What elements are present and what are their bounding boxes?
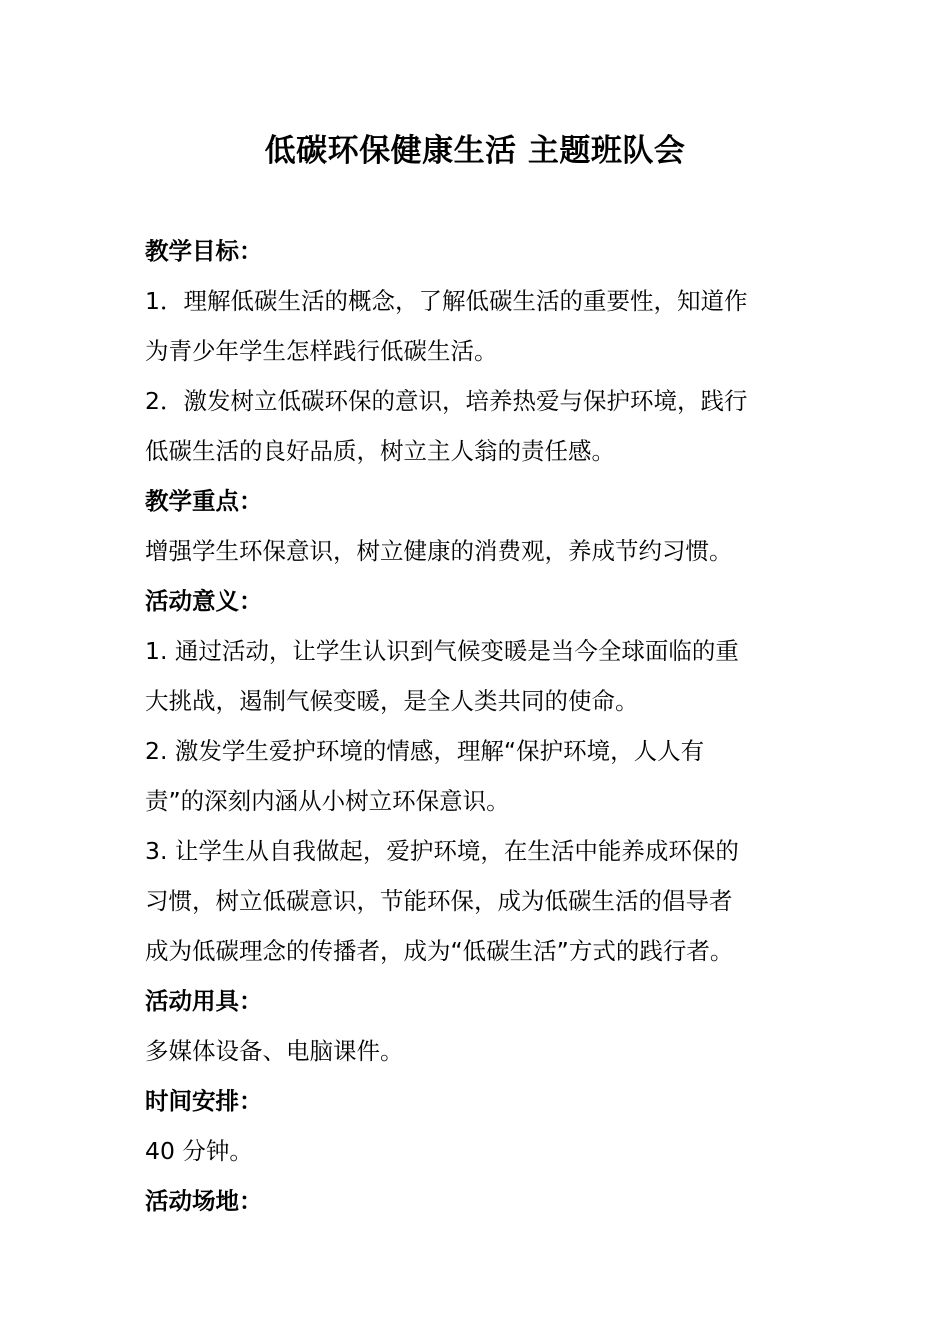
body-text-line: 2．激发树立低碳环保的意识，培养热爱与保护环境，践行: [145, 387, 748, 415]
body-text-line: 责”的深刻内涵从小树立环保意识。: [145, 787, 510, 815]
body-text-line: 增强学生环保意识，树立健康的消费观，养成节约习惯。: [145, 537, 733, 565]
body-text-line: 多媒体设备、电脑课件。: [145, 1037, 404, 1065]
body-text-line: 1．理解低碳生活的概念，了解低碳生活的重要性，知道作: [145, 287, 748, 315]
body-text-line: 3. 让学生从自我做起，爱护环境，在生活中能养成环保的: [145, 837, 739, 865]
body-text-line: 2. 激发学生爱护环境的情感，理解“保护环境，人人有: [145, 737, 705, 765]
body-text-line: 40 分钟。: [145, 1137, 253, 1165]
document-title: 低碳环保健康生活 主题班队会: [264, 133, 686, 169]
section-heading: 活动场地：: [145, 1187, 263, 1215]
body-text-line: 成为低碳理念的传播者，成为“低碳生活”方式的践行者。: [145, 937, 734, 965]
section-heading: 教学重点：: [145, 487, 263, 515]
document-body: [145, 226, 810, 1226]
section-heading: 活动用具：: [145, 987, 263, 1015]
body-text-line: 习惯，树立低碳意识，节能环保，成为低碳生活的倡导者: [145, 887, 733, 915]
body-text-line: 为青少年学生怎样践行低碳生活。: [145, 337, 498, 365]
body-text-line: 1. 通过活动，让学生认识到气候变暖是当今全球面临的重: [145, 637, 739, 665]
section-heading: 活动意义：: [145, 587, 263, 615]
section-heading: 教学目标：: [145, 237, 263, 265]
body-text-line: 大挑战，遏制气候变暖，是全人类共同的使命。: [145, 687, 639, 715]
body-text-line: 低碳生活的良好品质，树立主人翁的责任感。: [145, 437, 615, 465]
section-heading: 时间安排：: [145, 1087, 263, 1115]
